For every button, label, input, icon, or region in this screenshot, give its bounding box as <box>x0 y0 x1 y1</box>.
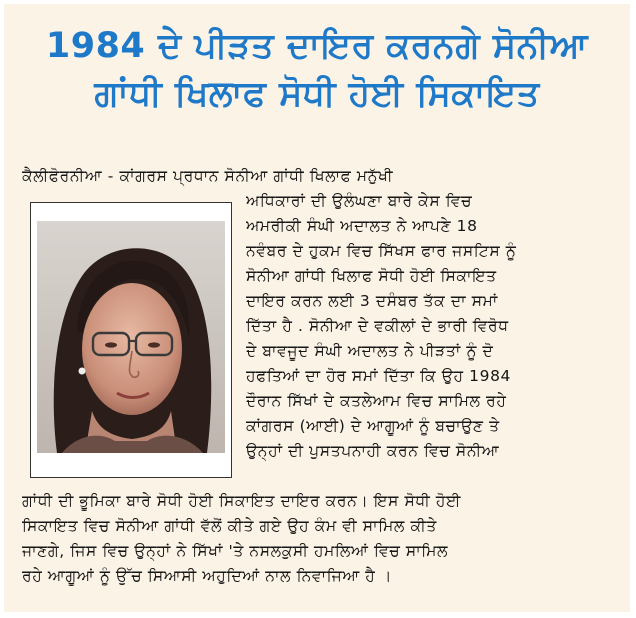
body-line-14: ਸਿਕਾਇਤ ਵਿਚ ਸੋਨੀਆ ਗਾਂਧੀ ਵੱਲੋਂ ਕੀਤੇ ਗਏ ਉਹ ਕੰਮ ਵੀ ਸਾਮਿਲ ਕੀਤੇ <box>22 517 437 535</box>
body-line-5: ਸੋਨੀਆ ਗਾਂਧੀ ਖਿਲਾਫ ਸੋਧੀ ਹੋਈ ਸਿਕਾਇਤ <box>246 267 497 285</box>
body-line-7: ਦਿੱਤਾ ਹੈ . ਸੋਨੀਆ ਦੇ ਵਕੀਲਾਂ ਦੇ ਭਾਰੀ ਵਿਰੋਧ <box>246 317 509 335</box>
body-line-2: ਅਧਿਕਾਰਾਂ ਦੀ ਉਲੰਘਣਾ ਬਾਰੇ ਕੇਸ ਵਿਚ <box>246 192 473 210</box>
body-line-12: ਉਨ੍ਹਾਂ ਦੀ ਪੁਸਤਪਨਾਹੀ ਕਰਨ ਵਿਚ ਸੋਨੀਆ <box>246 442 500 460</box>
body-line-10: ਦੌਰਾਨ ਸਿੱਖਾਂ ਦੇ ਕਤਲੇਆਮ ਵਿਚ ਸਾਮਿਲ ਰਹੇ <box>246 392 507 410</box>
body-line-4: ਨਵੰਬਰ ਦੇ ਹੁਕਮ ਵਿਚ ਸਿੱਖਸ ਫਾਰ ਜਸਟਿਸ ਨੂੰ <box>246 242 517 260</box>
photo-frame <box>30 202 232 478</box>
news-clipping <box>4 4 630 612</box>
body-line-8: ਦੇ ਬਾਵਜੂਦ ਸੰਘੀ ਅਦਾਲਤ ਨੇ ਪੀੜਤਾਂ ਨੂੰ ਦੋ <box>246 342 494 360</box>
body-line-9: ਹਫਤਿਆਂ ਦਾ ਹੋਰ ਸਮਾਂ ਦਿੱਤਾ ਕਿ ਉਹ 1984 <box>246 367 512 385</box>
headline-line-1: 1984 ਦੇ ਪੀੜਤ ਦਾਇਰ ਕਰਨਗੇ ਸੋਨੀਆ <box>45 26 589 66</box>
body-line-1: ਕੈਲੀਫੋਰਨੀਆ - ਕਾਂਗਰਸ ਪ੍ਰਧਾਨ ਸੋਨੀਆ ਗਾਂਧੀ ਖਿਲਾਫ ਮਨੁੱਖੀ <box>22 167 394 185</box>
body-line-15: ਜਾਣਗੇ, ਜਿਸ ਵਿਚ ਉਨ੍ਹਾਂ ਨੇ ਸਿੱਖਾਂ 'ਤੇ ਨਸਲਕੁਸੀ ਹਮਲਿਆਂ ਵਿਚ ਸਾਮਿਲ <box>22 542 449 560</box>
body-line-16: ਰਹੇ ਆਗੂਆਂ ਨੂੰ ਉੱਚ ਸਿਆਸੀ ਅਹੁਦਿਆਂ ਨਾਲ ਨਿਵਾਜਿਆ ਹੈ । <box>22 567 392 585</box>
portrait-photo <box>37 221 225 453</box>
body-line-13: ਗਾਂਧੀ ਦੀ ਭੂਮਿਕਾ ਬਾਰੇ ਸੋਧੀ ਹੋਈ ਸਿਕਾਇਤ ਦਾਇਰ ਕਰਨ। ਇਸ ਸੋਧੀ ਹੋਈ <box>22 492 462 510</box>
headline <box>4 22 630 118</box>
body-line-11: ਕਾਂਗਰਸ (ਆਈ) ਦੇ ਆਗੂਆਂ ਨੂੰ ਬਚਾਉਣ ਤੇ <box>246 417 500 435</box>
headline-line-2: ਗਾਂਧੀ ਖਿਲਾਫ ਸੋਧੀ ਹੋਈ ਸਿਕਾਇਤ <box>94 74 540 114</box>
body-line-6: ਦਾਇਰ ਕਰਨ ਲਈ 3 ਦਸੰਬਰ ਤੱਕ ਦਾ ਸਮਾਂ <box>246 292 498 310</box>
body-line-3: ਅਮਰੀਕੀ ਸੰਘੀ ਅਦਾਲਤ ਨੇ ਆਪਣੇ 18 <box>246 217 478 235</box>
